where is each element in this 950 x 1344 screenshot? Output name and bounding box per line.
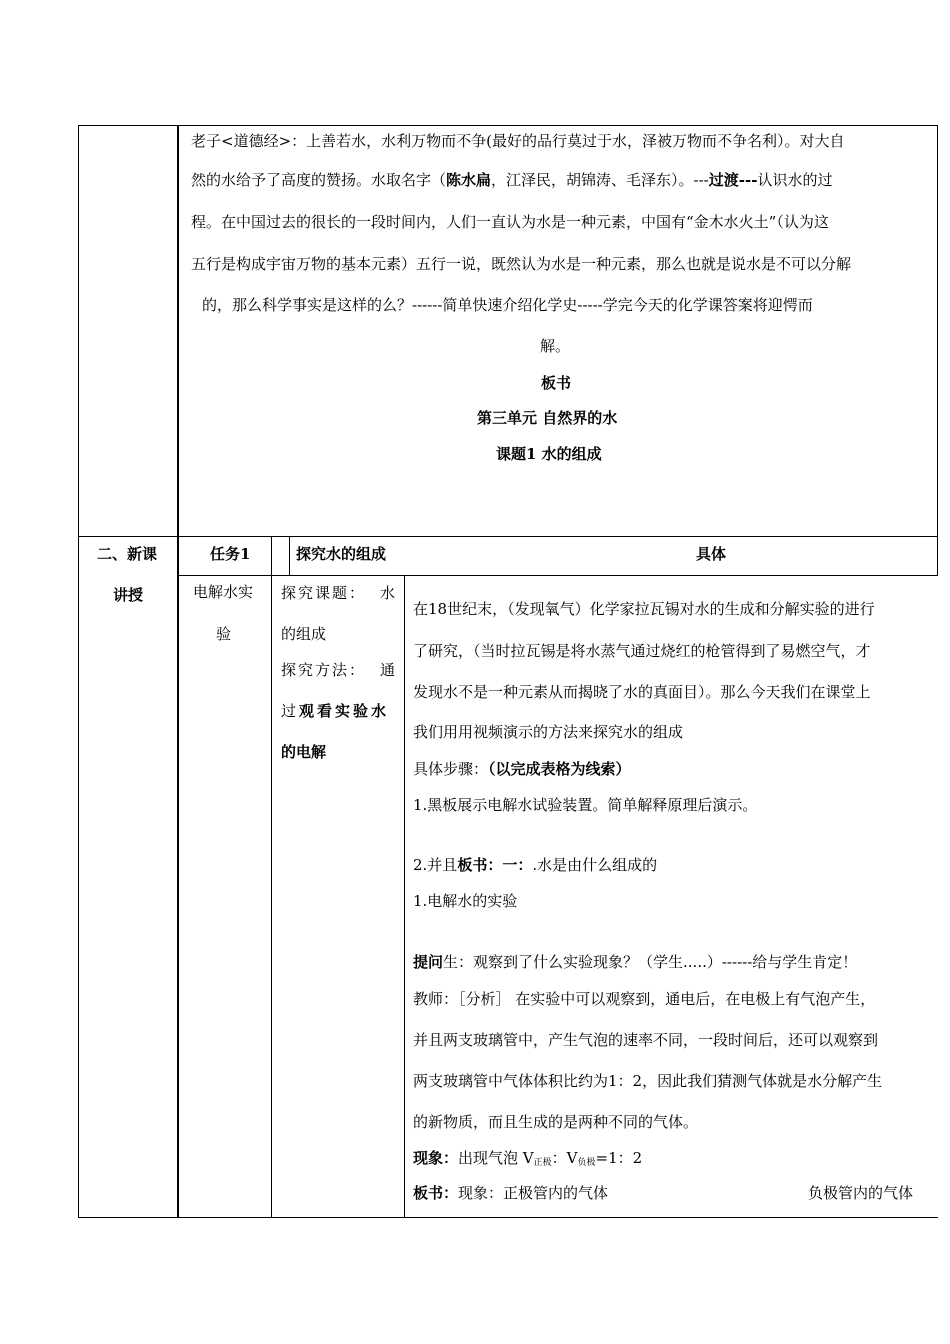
intro-line-2e: 认识水的过	[757, 171, 833, 189]
detail-line15	[413, 1182, 608, 1203]
task-cell-line2: 验	[216, 625, 232, 643]
detail-line6: 1.黑板展示电解水试验装置。简单解释原理后演示。	[413, 796, 758, 814]
table-row-divider	[78, 536, 938, 537]
positive-electrode-sub: 正极	[533, 1158, 552, 1168]
table-header-right	[937, 537, 938, 575]
table-col-divider-2	[271, 537, 272, 1218]
explore-line3	[281, 659, 395, 680]
explore-l3b: 通	[379, 661, 395, 679]
detail-line14	[413, 1147, 642, 1168]
detail-l7a: 2.并且	[413, 856, 458, 874]
detail-line9	[413, 951, 857, 972]
intro-line-1: 老子<道德经>：上善若水，水利万物而不争(最好的品行莫过于水，泽被万物而不争名利）。对大自	[191, 132, 845, 150]
detail-l15a: 板书：	[413, 1184, 459, 1202]
detail-header: 具体	[696, 545, 727, 563]
detail-line5	[413, 758, 631, 779]
negative-electrode-sub: 负极	[577, 1158, 596, 1168]
explore-line4	[281, 700, 389, 721]
table-border-left	[78, 125, 79, 1218]
detail-l9a: 提问	[413, 953, 444, 971]
detail-line8: 1.电解水的实验	[413, 892, 518, 910]
intro-line-2	[191, 169, 832, 190]
intro-line-3: 程。在中国过去的很长的一段时间内，人们一直认为水是一种元素，中国有“金木水火土”（认为这	[191, 213, 829, 231]
table-border-bottom	[78, 1217, 938, 1218]
table-col-divider-4	[404, 576, 405, 1218]
detail-l7c: .水是由什么组成的	[532, 856, 658, 874]
detail-line4: 我们用用视频演示的方法来探究水的组成	[413, 723, 684, 741]
section-label-line2: 讲授	[113, 586, 144, 604]
detail-line12: 两支玻璃管中气体体积比约为1：2，因此我们猜测气体就是水分解产生	[413, 1072, 883, 1090]
name-highlight: 陈水扁	[446, 171, 492, 189]
explore-line2: 的组成	[281, 625, 327, 643]
unit-title: 第三单元 自然界的水	[477, 409, 618, 427]
explore-l4a: 过	[281, 702, 297, 720]
detail-line13: 的新物质，而且生成的是两种不同的气体。	[413, 1113, 699, 1131]
detail-l14a: 现象：	[413, 1149, 459, 1167]
transition-label: 过渡---	[708, 171, 758, 189]
detail-line7	[413, 854, 657, 875]
explore-line1	[281, 582, 395, 603]
detail-l14d: ：V	[551, 1149, 578, 1167]
detail-l15b: 现象：正极管内的气体	[458, 1184, 609, 1202]
explore-line5: 的电解	[281, 743, 327, 761]
task-header: 任务1	[210, 545, 251, 563]
detail-line11: 并且两支玻璃管中，产生气泡的速率不同，一段时间后，还可以观察到	[413, 1031, 879, 1049]
explore-header: 探究水的组成	[296, 545, 387, 563]
detail-line2: 了研究，（当时拉瓦锡是将水蒸气通过烧红的枪管得到了易燃空气，才	[413, 642, 871, 660]
explore-l3a: 探究方法：	[281, 661, 367, 679]
detail-l9b: 生：观察到了什么实验现象？（学生.....）------给与学生肯定！	[443, 953, 858, 971]
explore-l1a: 探究课题：	[281, 584, 367, 602]
intro-line-6: 解。	[540, 337, 571, 355]
table-border-top	[78, 125, 938, 126]
detail-l5a: 具体步骤：	[413, 760, 489, 778]
table-header-bottom	[178, 575, 938, 576]
lesson-title: 课题1 水的组成	[496, 445, 602, 463]
detail-line1: 在18世纪末，（发现氧气）化学家拉瓦锡对水的生成和分解实验的进行	[413, 600, 875, 618]
intro-line-5: 的，那么科学事实是这样的么？------简单快速介绍化学史-----学完今天的化学课答案将迎愕而	[202, 296, 813, 314]
detail-l14b: 出现气泡 V	[458, 1149, 534, 1167]
detail-l14f: =1：2	[595, 1149, 643, 1167]
section-label-line1: 二、新课	[97, 545, 158, 563]
detail-line3: 发现水不是一种元素从而揭晓了水的真面目）。那么今天我们在课堂上	[413, 683, 871, 701]
detail-line10: 教师：［分析］ 在实验中可以观察到，通电后，在电极上有气泡产生，	[413, 990, 876, 1008]
table-col-divider	[177, 125, 179, 1218]
intro-line-2a: 然的水给予了高度的赞扬。水取名字（	[191, 171, 447, 189]
detail-l5b: （以完成表格为线索）	[488, 760, 631, 778]
intro-line-2c: ，江泽民，胡锦涛、毛泽东）。---	[491, 171, 709, 189]
intro-line-4: 五行是构成宇宙万物的基本元素）五行一说，既然认为水是一种元素，那么也就是说水是不可以分解	[191, 255, 852, 273]
table-border-right	[937, 125, 938, 537]
detail-l7b: 板书：一：	[457, 856, 533, 874]
explore-l1b: 水	[379, 584, 395, 602]
detail-line15-right: 负极管内的气体	[808, 1184, 914, 1202]
explore-l4b: 观看实验水	[299, 702, 390, 720]
table-col-divider-3	[289, 537, 290, 575]
task-cell-line1: 电解水实	[193, 583, 254, 601]
board-label: 板书	[541, 374, 572, 392]
